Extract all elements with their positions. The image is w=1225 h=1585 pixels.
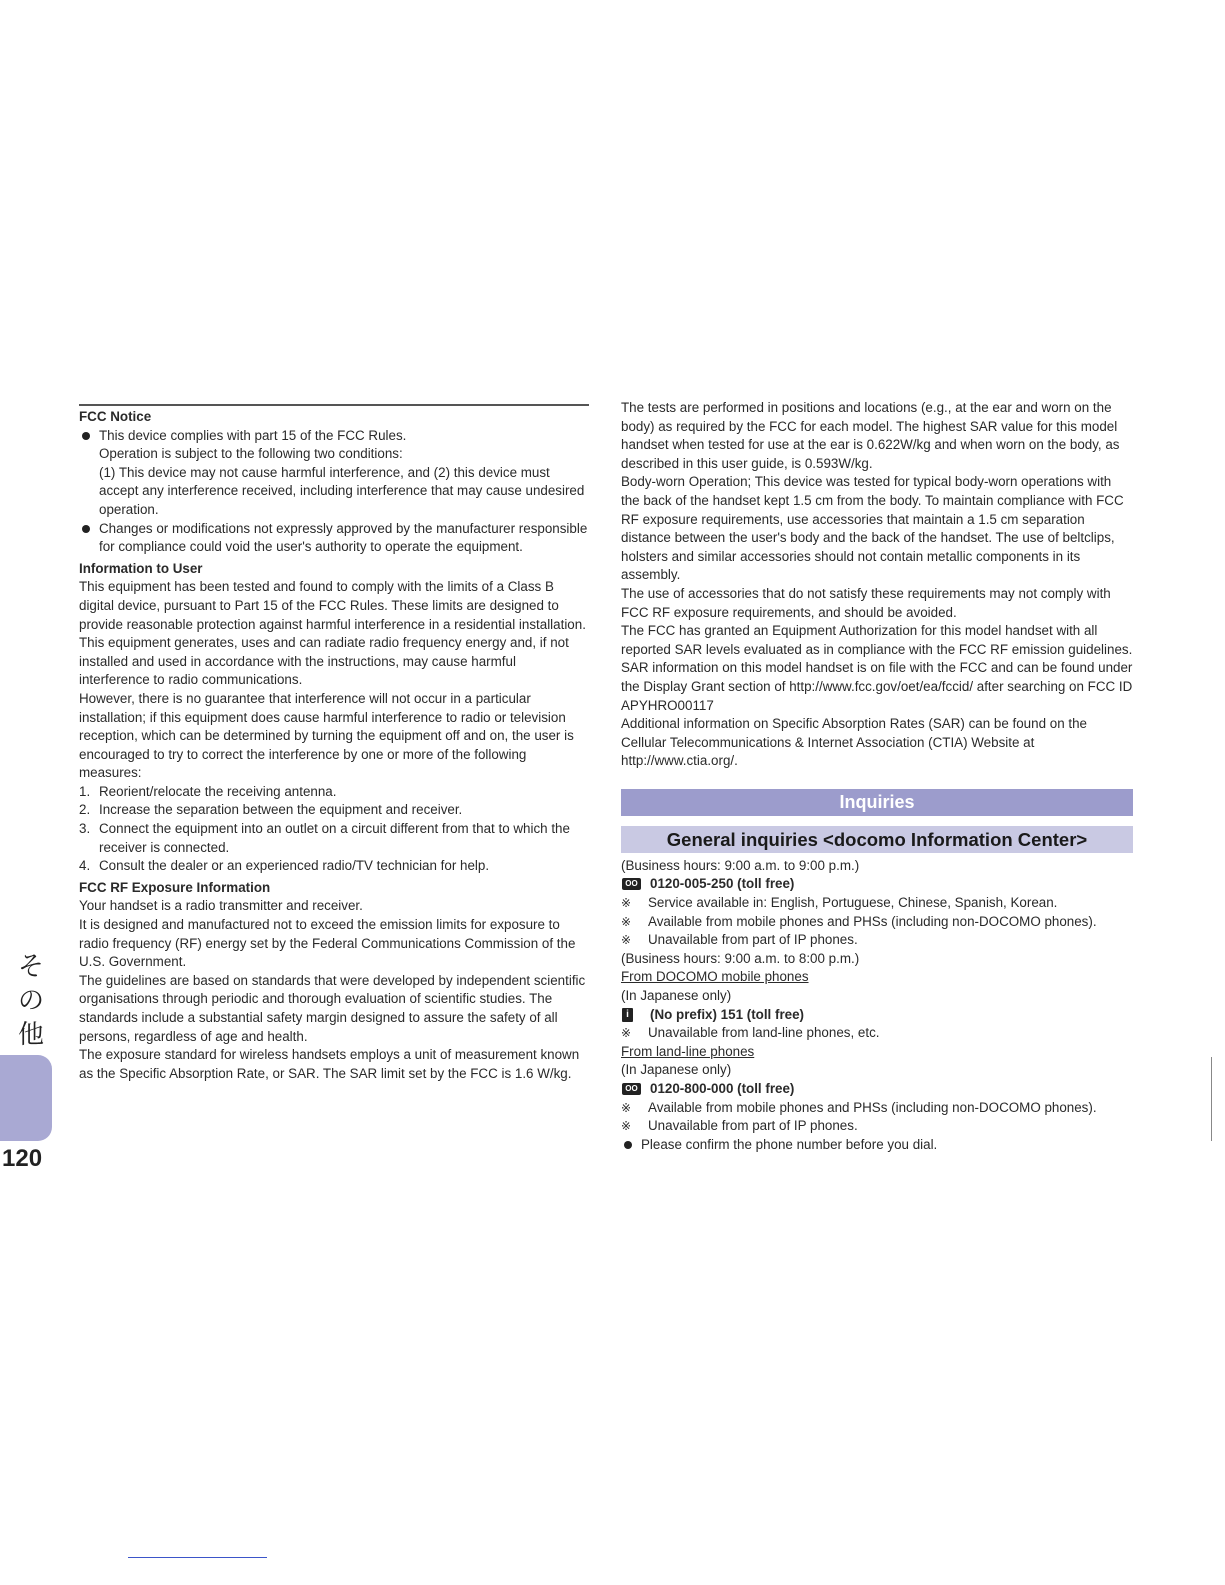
note-mark-icon: ※ (621, 1026, 632, 1041)
list-item (79, 820, 589, 857)
business-hours: (Business hours: 9:00 a.m. to 9:00 p.m.) (621, 857, 860, 873)
list-number: 3. (79, 821, 91, 837)
fcc-notice-heading: FCC Notice (79, 409, 152, 424)
paragraph: Body-worn Operation; This device was tested for typical body-worn operations with the back of the handset kept 1.5 cm from the body. To maintain compliance with FCC RF exposure requirements, use accessories that maintain a 1.5 cm separation distance between the user's body and the back of the handset. The use of beltclips, holsters and similar accessories should not contain metallic components in its assembly. (621, 474, 1124, 583)
info-icon: i (622, 1008, 633, 1022)
bullet-icon (82, 525, 90, 533)
bullet-icon (82, 432, 90, 440)
bullet-text: Changes or modifications not expressly approved by the manufacturer responsible for compliance could void the user's authority to operate the equipment. (99, 520, 588, 555)
bullet-text: This device complies with part 15 of the FCC Rules. (99, 427, 407, 443)
bullet-item (79, 427, 589, 520)
note-text: Unavailable from part of IP phones. (648, 932, 858, 948)
phone-number: 0120-005-250 (toll free) (650, 876, 795, 892)
paragraph: It is designed and manufactured not to exceed the emission limits for exposure to radio frequency (RF) energy set by the Federal Communications Commission of the U.S. Government. (79, 917, 576, 970)
note-text: Unavailable from land-line phones, etc. (648, 1025, 880, 1041)
margin-line (1211, 1057, 1212, 1141)
list-text: Consult the dealer or an experienced radio/TV technician for help. (99, 858, 490, 874)
bullet-icon (624, 1141, 632, 1149)
paragraph: The tests are performed in positions and locations (e.g., at the ear and worn on the body) as required by the FCC for each model. The highest SAR value for this model handset when tested for use at the ear is 0.622W/kg and when worn on the body, as described in this user guide, is 0.593W/kg. (621, 400, 1120, 471)
page-number: 120 (2, 1145, 43, 1172)
language-note: (In Japanese only) (621, 1062, 732, 1078)
info-user-heading: Information to User (79, 560, 203, 576)
phone-line (621, 1080, 1133, 1099)
note-text: Available from mobile phones and PHSs (including non-DOCOMO phones). (648, 913, 1097, 929)
from-mobile-label: From DOCOMO mobile phones (621, 969, 809, 985)
note-item (621, 913, 1133, 932)
paragraph: Your handset is a radio transmitter and receiver. (79, 898, 363, 914)
list-text: Reorient/relocate the receiving antenna. (99, 783, 337, 799)
right-column (621, 399, 1133, 1154)
note-mark-icon: ※ (621, 914, 632, 929)
phone-number: (No prefix) 151 (toll free) (650, 1006, 805, 1022)
note-text: Unavailable from part of IP phones. (648, 1118, 858, 1134)
phone-number: 0120-800-000 (toll free) (650, 1081, 795, 1096)
list-number: 1. (79, 783, 91, 799)
paragraph: The FCC has granted an Equipment Authorization for this model handset with all reported SAR levels evaluated as in compliance with the FCC RF emission guidelines. SAR information on this model handset is on file with the FCC and can be found under the Display Grant section of http://www.fcc.gov/oet/ea/fccid/ after searching on FCC ID APYHRO00117 (621, 623, 1133, 713)
bullet-text: Please confirm the phone number before you dial. (641, 1136, 938, 1152)
paragraph: This equipment has been tested and found to comply with the limits of a Class B digital device, pursuant to Part 15 of the FCC Rules. These limits are designed to provide reasonable protection against harmful interference in a residential installation. This equipment generates, uses and can radiate radio frequency energy and, if not installed and used in accordance with the instructions, may cause harmful interference to radio communications. (79, 579, 586, 688)
note-mark-icon: ※ (621, 933, 632, 948)
general-inquiries-heading: General inquiries <docomo Information Center> (621, 826, 1133, 853)
section-rule (79, 404, 589, 406)
note-item (621, 894, 1133, 913)
list-item (79, 801, 589, 820)
phone-line (621, 1006, 1133, 1025)
list-item (79, 783, 589, 802)
bullet-item (79, 520, 589, 557)
list-number: 4. (79, 858, 91, 874)
inquiries-heading: Inquiries (621, 789, 1133, 816)
freedial-icon: OO (622, 1083, 641, 1095)
rf-exposure-heading: FCC RF Exposure Information (79, 879, 271, 895)
list-text: Connect the equipment into an outlet on a circuit different from that to which the receiver is connected. (99, 821, 570, 855)
business-hours: (Business hours: 9:00 a.m. to 8:00 p.m.) (621, 950, 860, 966)
left-column (79, 404, 589, 1083)
paragraph: The exposure standard for wireless handsets employs a unit of measurement known as the Specific Absorption Rate, or SAR. The SAR limit set by the FCC is 1.6 W/kg. (79, 1047, 580, 1081)
note-item (621, 1024, 1133, 1043)
bullet-text: (1) This device may not cause harmful interference, and (2) this device must accept any interference received, including interference that may cause undesired operation. (99, 464, 585, 517)
footer-line (128, 1557, 267, 1558)
note-mark-icon: ※ (621, 1119, 632, 1134)
paragraph: The use of accessories that do not satisfy these requirements may not comply with FCC RF exposure requirements, and should be avoided. (621, 585, 1111, 620)
from-landline-label: From land-line phones (621, 1043, 755, 1059)
freedial-icon: OO (622, 878, 641, 890)
list-text: Increase the separation between the equipment and receiver. (99, 802, 463, 818)
bullet-item (621, 1136, 1133, 1155)
note-item (621, 1099, 1133, 1118)
note-text: Service available in: English, Portuguese, Chinese, Spanish, Korean. (648, 895, 1058, 911)
section-label: その他 (18, 952, 45, 1050)
note-text: Available from mobile phones and PHSs (including non-DOCOMO phones). (648, 1099, 1097, 1115)
section-tab (0, 1055, 52, 1141)
paragraph: The guidelines are based on standards that were developed by independent scientific organisations through periodic and thorough evaluation of scientific studies. The standards include a substantial safety margin designed to assure the safety of all persons, regardless of age and health. (79, 972, 586, 1044)
list-number: 2. (79, 802, 91, 818)
paragraph: Additional information on Specific Absorption Rates (SAR) can be found on the Cellular Telecommunications & Internet Association (CTIA) Website at http://www.ctia.org/. (621, 716, 1087, 769)
language-note: (In Japanese only) (621, 988, 732, 1004)
phone-line (621, 875, 1133, 894)
note-mark-icon: ※ (621, 896, 632, 911)
note-mark-icon: ※ (621, 1100, 632, 1115)
list-item (79, 857, 589, 876)
note-item (621, 931, 1133, 950)
note-item (621, 1117, 1133, 1136)
paragraph: However, there is no guarantee that interference will not occur in a particular installation; if this equipment does cause harmful interference to radio or television reception, which can be determined by turning the equipment off and on, the user is encouraged to try to correct the interference by one or more of the following measures: (79, 690, 574, 781)
bullet-text: Operation is subject to the following two conditions: (99, 446, 403, 462)
